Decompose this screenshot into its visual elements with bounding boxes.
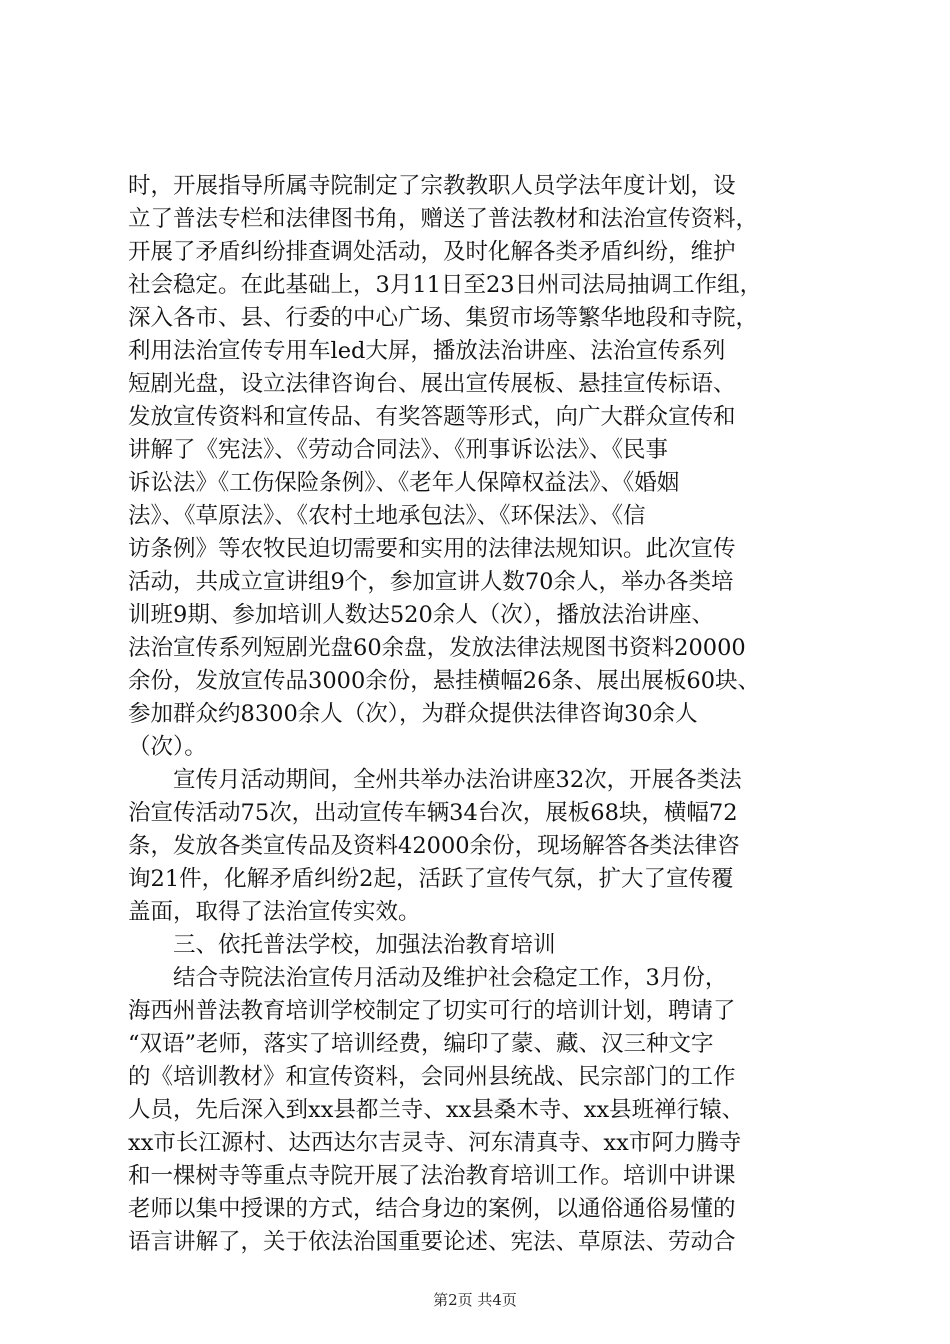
text-line: 开展了矛盾纠纷排查调处活动，及时化解各类矛盾纠纷，维护 (128, 239, 736, 265)
text-line: 法》、《草原法》、《农村土地承包法》、《环保法》、《信 (128, 503, 646, 529)
text-line: 余份，发放宣传品3000余份，悬挂横幅26条、展出展板60块、 (128, 668, 761, 694)
text-line: 参加群众约8300余人（次），为群众提供法律咨询30余人 (128, 701, 698, 727)
text-line: 讲解了《宪法》、《劳动合同法》、《刑事诉讼法》、《民事 (128, 437, 669, 463)
text-line: 人员，先后深入到xx县都兰寺、xx县桑木寺、xx县班禅行辕、 (128, 1097, 745, 1123)
text-line: 社会稳定。在此基础上，3月11日至23日州司法局抽调工作组， (128, 272, 763, 298)
text-line: 和一棵树寺等重点寺院开展了法治教育培训工作。培训中讲课 (128, 1163, 736, 1189)
text-line: 时，开展指导所属寺院制定了宗教教职人员学法年度计划，设 (128, 173, 736, 199)
text-line: 语言讲解了，关于依法治国重要论述、宪法、草原法、劳动合 (128, 1229, 736, 1255)
text-line: “双语”老师，落实了培训经费，编印了蒙、藏、汉三种文字 (128, 1031, 714, 1057)
text-line: 短剧光盘，设立法律咨询台、展出宣传展板、悬挂宣传标语、 (128, 371, 736, 397)
text-line: 诉讼法》《工伤保险条例》、《老年人保障权益法》、《婚姻 (128, 470, 680, 496)
text-line: 结合寺院法治宣传月活动及维护社会稳定工作，3月份， (128, 965, 728, 991)
text-line: 训班9期、参加培训人数达520余人（次），播放法治讲座、 (128, 602, 715, 628)
text-line: 发放宣传资料和宣传品、有奖答题等形式，向广大群众宣传和 (128, 404, 736, 430)
text-line: 条，发放各类宣传品及资料42000余份，现场解答各类法律咨 (128, 833, 740, 859)
text-line: 治宣传活动75次，出动宣传车辆34台次，展板68块，横幅72 (128, 800, 738, 826)
text-line: 询21件，化解矛盾纠纷2起，活跃了宣传气氛，扩大了宣传覆 (128, 866, 734, 892)
text-line: 利用法治宣传专用车led大屏，播放法治讲座、法治宣传系列 (128, 338, 726, 364)
body-text (128, 170, 848, 1259)
text-line: 宣传月活动期间，全州共举办法治讲座32次，开展各类法 (128, 767, 742, 793)
text-line: （次）。 (128, 734, 207, 760)
text-line: 深入各市、县、行委的中心广场、集贸市场等繁华地段和寺院， (128, 305, 759, 331)
text-line: 老师以集中授课的方式，结合身边的案例，以通俗通俗易懂的 (128, 1196, 736, 1222)
text-line: 的《培训教材》和宣传资料，会同州县统战、民宗部门的工作 (128, 1064, 736, 1090)
text-line: xx市长江源村、达西达尔吉灵寺、河东清真寺、xx市阿力腾寺 (128, 1130, 742, 1156)
text-line: 法治宣传系列短剧光盘60余盘，发放法律法规图书资料20000 (128, 635, 746, 661)
text-line: 立了普法专栏和法律图书角，赠送了普法教材和法治宣传资料， (128, 206, 759, 232)
text-line: 海西州普法教育培训学校制定了切实可行的培训计划，聘请了 (128, 998, 736, 1024)
text-line: 三、依托普法学校，加强法治教育培训 (128, 932, 556, 958)
page-footer: 第2页 共4页 (433, 1291, 517, 1309)
text-line: 访条例》等农牧民迫切需要和实用的法律法规知识。此次宣传 (128, 536, 736, 562)
text-line: 盖面，取得了法治宣传实效。 (128, 899, 421, 925)
text-line: 活动，共成立宣讲组9个，参加宣讲人数70余人，举办各类培 (128, 569, 734, 595)
